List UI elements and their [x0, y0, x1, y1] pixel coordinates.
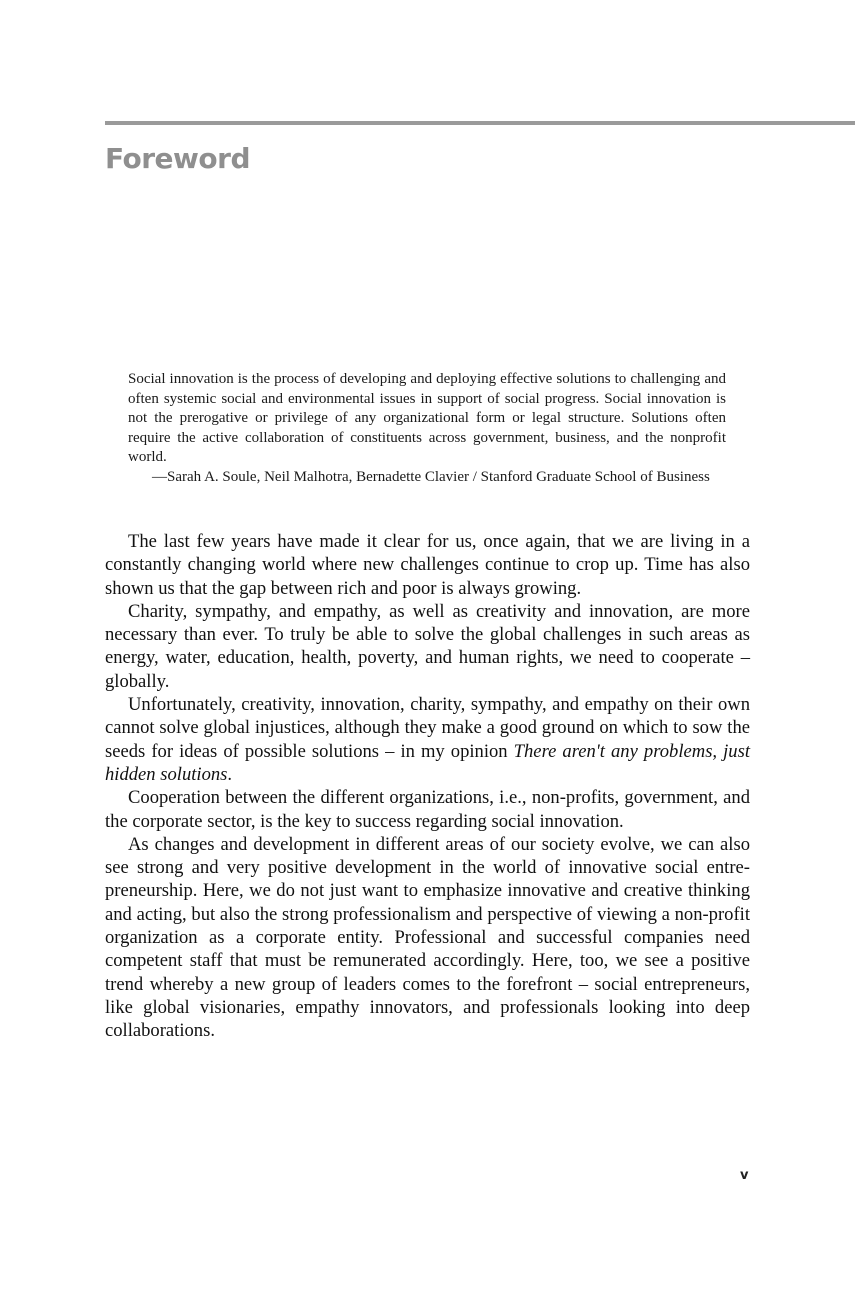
paragraph-3-text: Unfortunately, creativity, innovation, charity, sympathy, and empathy on their own cannot solve global injustices, although they make a good ground on which to sow the seeds for ideas of possible solutions – in my opinion: [105, 694, 750, 762]
page-number: v: [740, 1168, 749, 1183]
paragraph-4: Cooperation between the different organizations, i.e., non-profits, government, and the corporate sector, is the key to success regarding social innovation.: [105, 787, 750, 832]
chapter-rule: [105, 121, 855, 125]
paragraph-3-emphasis: There aren't any problems, just hidden solutions: [105, 740, 751, 785]
chapter-title: Foreword: [105, 142, 250, 175]
epigraph-attribution: —Sarah A. Soule, Neil Malhotra, Bernadette Clavier / Stanford Graduate School of Business: [152, 468, 710, 485]
paragraph-3: [105, 693, 750, 786]
foreword-body: [105, 530, 750, 1043]
paragraph-1: The last few years have made it clear for us, once again, that we are living in a constantly changing world where new challenges continue to crop up. Time has also shown us that the gap between rich and poor is always growing.: [105, 531, 750, 599]
paragraph-5: As changes and development in different areas of our society evolve, we can also see strong and very positive development in the world of innovative social entrepreneurship. Here, we do not just want to emphasize innovative and creative thinking and acting, but also the strong professionalism and perspective of viewing a non-profit organization as a corporate entity. Professional and successful companies need competent staff that must be remunerated accordingly. Here, too, we see a positive trend whereby a new group of leaders comes to the forefront – social entrepreneurs, like global visionaries, empathy innovators, and professionals looking into deep collaborations.: [105, 833, 750, 1042]
epigraph-quote: Social innovation is the process of developing and deploying effective solutions to challenging and often systemic social and environmental issues in support of social progress. Social innovation is not the prerogative or privilege of any organizational form or legal structure. Solutions often require the active collaboration of constituents across government, business, and the nonprofit world.: [128, 371, 726, 465]
paragraph-2: Charity, sympathy, and empathy, as well as creativity and innovation, are more necessary than ever. To truly be able to solve the global challenges in such areas as energy, water, education, health, poverty, and human rights, we need to cooperate – globally.: [105, 600, 750, 692]
epigraph: [128, 370, 726, 487]
paragraph-3-end: .: [227, 763, 233, 785]
